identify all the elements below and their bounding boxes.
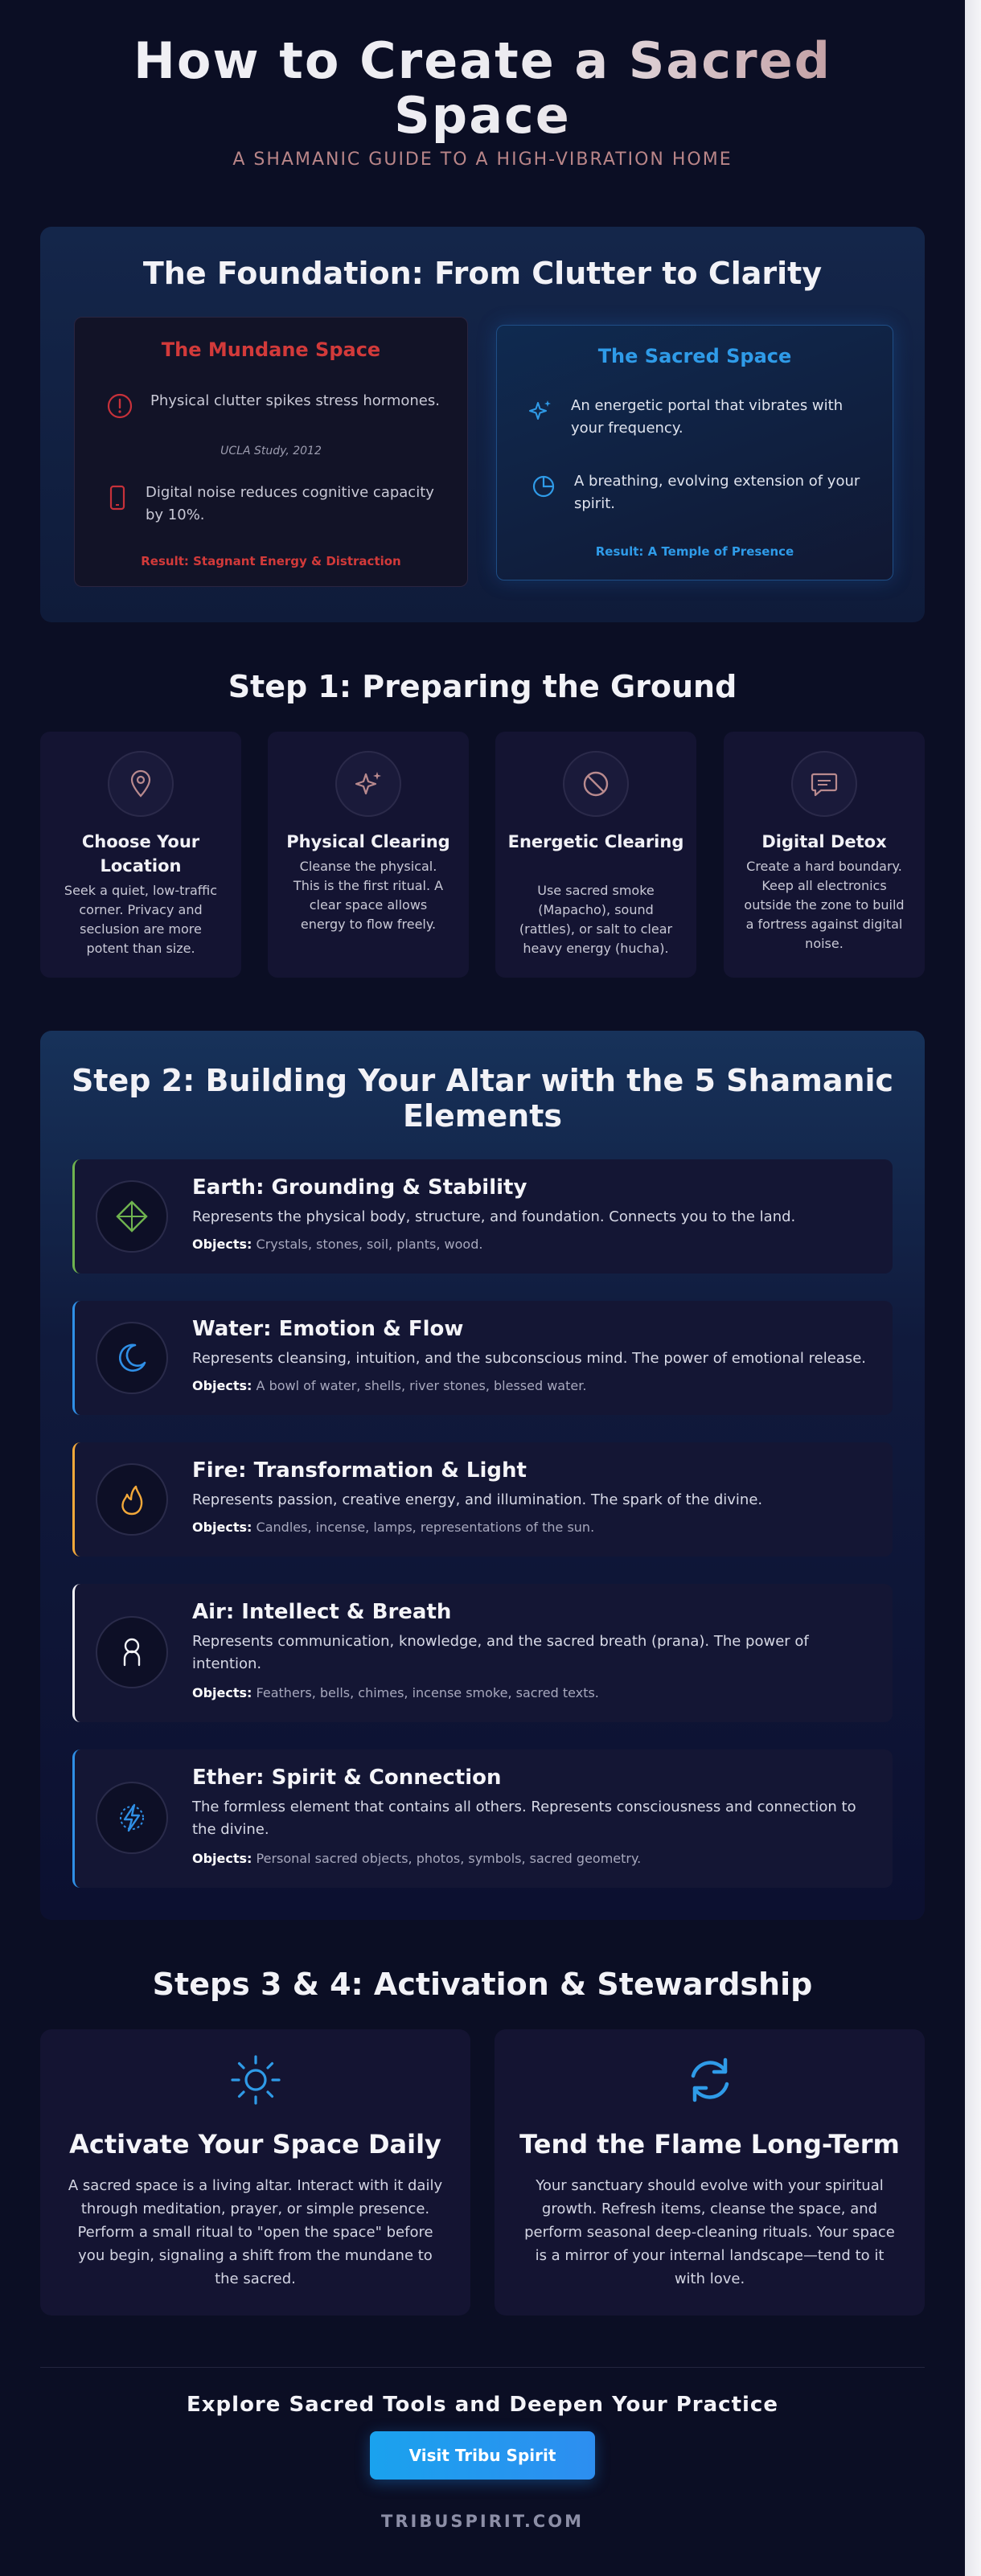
ether-spirit-icon — [96, 1782, 168, 1854]
step1-card-text: Create a hard boundary. Keep all electronics outside the zone to build a fortress against digital noise. — [744, 859, 905, 951]
activate-title: Activate Your Space Daily — [69, 2129, 441, 2160]
foundation-heading: The Foundation: From Clutter to Clarity — [142, 256, 823, 291]
mundane-item-text: Physical clutter spikes stress hormones. — [150, 392, 440, 409]
element-title: Water: Emotion & Flow — [192, 1317, 464, 1341]
sacred-space-card — [496, 325, 893, 580]
sparkles-icon — [524, 395, 556, 427]
sun-icon — [40, 2052, 470, 2108]
sacred-title: The Sacred Space — [597, 345, 792, 367]
refresh-icon — [495, 2052, 925, 2108]
step1-card-physical — [268, 732, 469, 978]
location-pin-icon — [108, 751, 174, 817]
step1-card-location — [40, 732, 241, 978]
element-title: Earth: Grounding & Stability — [192, 1175, 527, 1200]
sparkle-icon — [335, 751, 401, 817]
element-description: Represents passion, creative energy, and illumination. The spark of the divine. — [192, 1491, 763, 1508]
step1-card-energetic — [495, 732, 696, 978]
earth-diamond-icon — [96, 1180, 168, 1253]
mundane-item-digital — [104, 482, 441, 527]
site-url: TRIBUSPIRIT.COM — [381, 2512, 584, 2531]
objects-list: Candles, incense, lamps, representations of the sun. — [256, 1520, 595, 1535]
objects-list: A bowl of water, shells, river stones, blessed water. — [256, 1378, 587, 1393]
element-description: Represents communication, knowledge, and the sacred breath (prana). The power of intention. — [192, 1633, 809, 1672]
footer-divider — [40, 2367, 925, 2368]
tend-text: Your sanctuary should evolve with your spiritual growth. Refresh items, cleanse the space, and perform seasonal deep-cleaning rituals. Your space is a mirror of your internal landscape—tend to it with love. — [524, 2177, 895, 2287]
water-wave-icon — [96, 1322, 168, 1394]
element-description: The formless element that contains all others. Represents consciousness and connection to the divine. — [192, 1799, 856, 1838]
step1-card-detox — [724, 732, 925, 978]
step2-section — [40, 1031, 925, 1920]
element-title: Ether: Spirit & Connection — [192, 1766, 502, 1790]
element-description: Represents cleansing, intuition, and the subconscious mind. The power of emotional release. — [192, 1350, 866, 1367]
objects-list: Feathers, bells, chimes, incense smoke, sacred texts. — [256, 1685, 599, 1700]
step34-heading: Steps 3 & 4: Activation & Stewardship — [152, 1967, 813, 2002]
mundane-item-clutter — [104, 390, 441, 422]
step1-card-text: Cleanse the physical. This is the first ritual. A clear space allows energy to flow freely. — [293, 859, 444, 932]
mundane-result: Result: Stagnant Energy & Distraction — [141, 554, 401, 568]
step2-heading: Step 2: Building Your Altar with the 5 Shamanic Elements — [71, 1063, 894, 1134]
objects-label: Objects: — [192, 1378, 252, 1393]
activate-space-card — [40, 2029, 470, 2316]
alert-circle-icon — [104, 390, 136, 422]
objects-list: Personal sacred objects, photos, symbols, sacred geometry. — [256, 1851, 642, 1866]
sacred-item-portal — [524, 395, 870, 440]
step1-card-text: Seek a quiet, low-traffic corner. Privacy and seclusion are more potent than size. — [64, 883, 218, 956]
prohibited-icon — [563, 751, 629, 817]
visit-tribu-spirit-button[interactable]: Visit Tribu Spirit — [370, 2431, 595, 2480]
objects-label: Objects: — [192, 1851, 252, 1866]
mundane-item-text: Digital noise reduces cognitive capacity by 10%. — [146, 484, 434, 523]
element-card-earth — [72, 1159, 893, 1274]
objects-label: Objects: — [192, 1237, 252, 1252]
pie-chart-icon — [527, 470, 560, 502]
step1-card-title: Choose Your Location — [81, 832, 200, 876]
element-title: Air: Intellect & Breath — [192, 1600, 452, 1624]
message-icon — [791, 751, 857, 817]
objects-label: Objects: — [192, 1520, 252, 1535]
element-description: Represents the physical body, structure, and foundation. Connects you to the land. — [192, 1208, 796, 1225]
step1-card-text: Use sacred smoke (Mapacho), sound (rattles), or salt to clear heavy energy (hucha). — [519, 883, 673, 956]
element-objects — [192, 1851, 876, 1866]
element-objects — [192, 1237, 876, 1252]
mundane-title: The Mundane Space — [161, 338, 381, 361]
tend-title: Tend the Flame Long-Term — [519, 2129, 900, 2160]
fire-flame-icon — [96, 1463, 168, 1536]
step1-card-title: Digital Detox — [761, 832, 887, 851]
page-title: How to Create a Sacred Space — [40, 34, 925, 143]
step1-card-title: Physical Clearing — [286, 832, 450, 851]
foundation-section — [40, 227, 925, 622]
element-objects — [192, 1520, 876, 1535]
objects-label: Objects: — [192, 1685, 252, 1700]
element-title: Fire: Transformation & Light — [192, 1458, 527, 1483]
objects-list: Crystals, stones, soil, plants, wood. — [256, 1237, 483, 1252]
element-objects — [192, 1378, 876, 1393]
tend-flame-card — [495, 2029, 925, 2316]
step1-heading: Step 1: Preparing the Ground — [228, 669, 737, 704]
page-subtitle: A SHAMANIC GUIDE TO A HIGH-VIBRATION HOME — [232, 150, 733, 170]
element-objects — [192, 1685, 876, 1700]
sacred-item-text: A breathing, evolving extension of your spirit. — [574, 473, 860, 512]
sacred-result: Result: A Temple of Presence — [595, 544, 794, 559]
element-card-ether — [72, 1749, 893, 1888]
mundane-space-card — [74, 317, 468, 587]
element-card-fire — [72, 1442, 893, 1557]
air-person-icon — [96, 1616, 168, 1688]
mundane-citation: UCLA Study, 2012 — [220, 445, 322, 457]
sacred-item-spirit — [527, 470, 873, 515]
element-card-air — [72, 1584, 893, 1722]
activate-text: A sacred space is a living altar. Interact with it daily through meditation, prayer, or simple presence. Perform a small ritual to "open the space" before you begin, signaling a shift from the mundane to the sacred. — [68, 2177, 443, 2287]
element-card-water — [72, 1301, 893, 1415]
step1-card-title: Energetic Clearing — [507, 832, 684, 851]
right-edge-strip — [965, 0, 981, 2576]
cta-heading: Explore Sacred Tools and Deepen Your Practice — [187, 2393, 778, 2417]
sacred-item-text: An energetic portal that vibrates with your frequency. — [571, 397, 843, 437]
smartphone-icon — [104, 482, 131, 514]
